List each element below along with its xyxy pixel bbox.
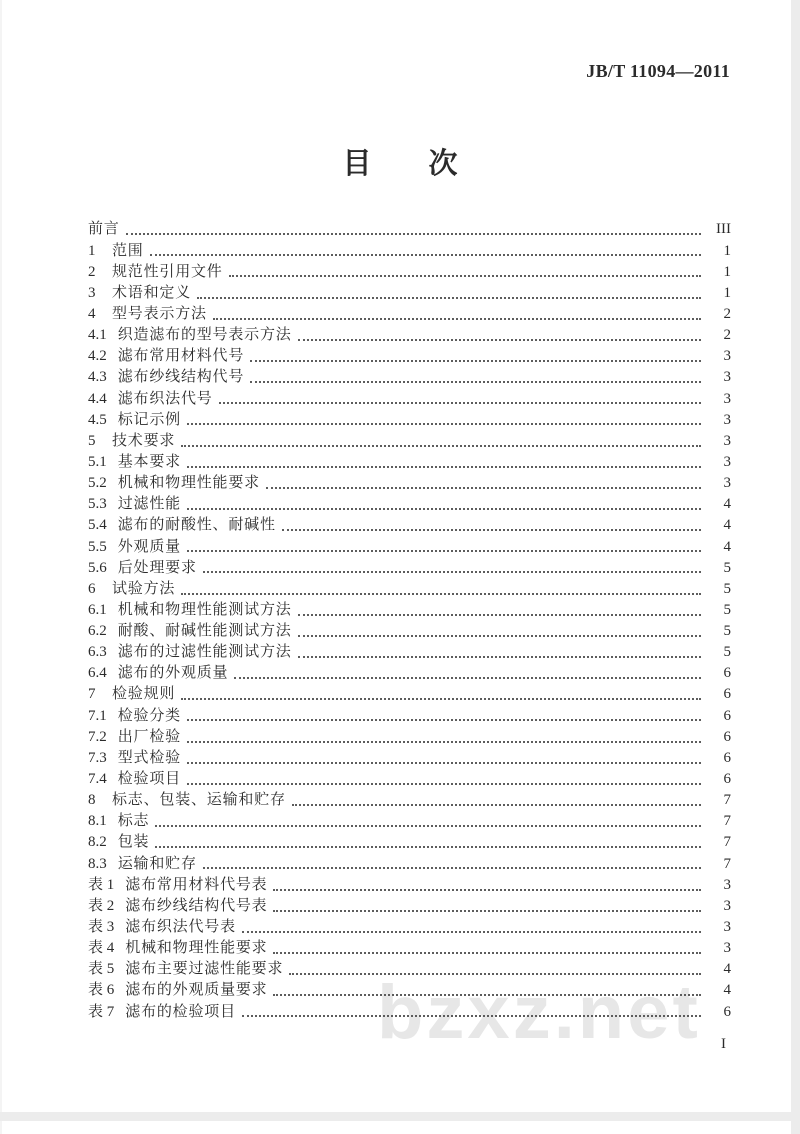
toc-entry	[88, 640, 731, 661]
toc-entry-label: 检验项目	[117, 771, 181, 788]
toc-entry-number: 4.5	[88, 411, 107, 428]
toc-entry-number: 6.2	[88, 623, 107, 640]
dot-leader	[187, 466, 701, 468]
dot-leader	[229, 275, 701, 277]
toc-entry-page: 2	[723, 327, 731, 344]
toc-entry-page: 1	[723, 284, 731, 301]
dot-leader	[187, 719, 701, 721]
toc-entry	[88, 978, 731, 999]
toc-entry-number: 6	[88, 580, 96, 597]
toc-entry	[88, 280, 731, 301]
toc-entry-label: 标志、包装、运输和贮存	[112, 792, 286, 809]
toc-entry	[88, 386, 731, 407]
dot-leader	[273, 994, 701, 996]
toc-entry	[88, 936, 731, 957]
toc-entry-number: 5.1	[88, 453, 107, 470]
toc-entry-number: 7.4	[88, 771, 107, 788]
dot-leader	[273, 952, 701, 954]
toc-entry-number: 3	[88, 284, 96, 301]
dot-leader	[187, 762, 701, 764]
dot-leader	[181, 698, 701, 700]
toc-entry	[88, 217, 731, 238]
toc-entry-number: 4.3	[88, 369, 107, 386]
page-break-band	[0, 1112, 800, 1121]
toc-entry-page: 5	[723, 623, 731, 640]
toc-entry	[88, 894, 731, 915]
toc-entry-number: 5	[88, 432, 96, 449]
toc-entry-number: 5.4	[88, 517, 107, 534]
toc-entry-page: 3	[723, 369, 731, 386]
toc-entry	[88, 492, 731, 513]
toc-entry-page: 1	[723, 242, 731, 259]
toc-entry-number: 6.3	[88, 644, 107, 661]
dot-leader	[273, 889, 701, 891]
dot-leader	[181, 593, 701, 595]
toc-entry-page: 4	[723, 517, 731, 534]
toc-entry-number: 表 5	[88, 961, 115, 978]
toc-entry-page: 4	[723, 961, 731, 978]
toc-entry-page: 6	[723, 728, 731, 745]
dot-leader	[155, 825, 701, 827]
toc-entry-label: 出厂检验	[117, 728, 181, 745]
dot-leader	[187, 741, 701, 743]
toc-entry-number: 表 4	[88, 940, 115, 957]
toc-entry-label: 滤布主要过滤性能要求	[125, 961, 284, 978]
page-number: I	[721, 1036, 726, 1052]
toc-entry-label: 滤布的外观质量	[117, 665, 229, 682]
toc-entry-label: 滤布织法代号表	[125, 919, 236, 936]
toc-entry-page: 6	[723, 771, 731, 788]
toc-entry	[88, 259, 731, 280]
dot-leader	[282, 529, 701, 531]
toc-entry-page: III	[716, 221, 731, 238]
toc-entry-page: 3	[723, 897, 731, 914]
toc-entry-label: 滤布常用材料代号	[117, 348, 245, 365]
toc-entry-label: 型号表示方法	[112, 305, 207, 322]
toc-entry-page: 5	[723, 559, 731, 576]
dot-leader	[298, 635, 701, 637]
dot-leader	[273, 910, 701, 912]
dot-leader	[242, 931, 701, 933]
toc-entry-number: 4.4	[88, 390, 107, 407]
toc-entry	[88, 872, 731, 893]
toc-entry	[88, 915, 731, 936]
toc-entry-page: 3	[723, 940, 731, 957]
toc-entry-label: 规范性引用文件	[112, 263, 223, 280]
toc-entry	[88, 323, 731, 344]
toc-entry-page: 6	[723, 665, 731, 682]
dot-leader	[234, 677, 701, 679]
toc-entry-number: 7	[88, 686, 96, 703]
toc-entry-label: 滤布纱线结构代号	[117, 369, 245, 386]
toc-entry	[88, 302, 731, 323]
toc-entry-page: 5	[723, 644, 731, 661]
toc-entry-label: 滤布的外观质量要求	[125, 982, 268, 999]
toc-entry-label: 过滤性能	[117, 496, 181, 513]
toc-entry-number: 7.2	[88, 728, 107, 745]
toc-entry-number: 表 2	[88, 897, 115, 914]
toc-entry-page: 4	[723, 538, 731, 555]
toc-entry-label: 滤布织法代号	[117, 390, 213, 407]
toc-entry-page: 3	[723, 919, 731, 936]
dot-leader	[197, 297, 701, 299]
toc-entry	[88, 999, 731, 1020]
toc-entry-page: 5	[723, 601, 731, 618]
toc-entry	[88, 682, 731, 703]
toc-entry-page: 7	[723, 813, 731, 830]
toc-entry	[88, 576, 731, 597]
toc-entry	[88, 788, 731, 809]
toc-entry	[88, 407, 731, 428]
dot-leader	[289, 973, 701, 975]
toc-list	[88, 217, 731, 1020]
toc-entry	[88, 598, 731, 619]
toc-entry-label: 型式检验	[117, 749, 181, 766]
toc-entry	[88, 767, 731, 788]
dot-leader	[298, 614, 701, 616]
toc-entry-number: 4.2	[88, 348, 107, 365]
toc-entry-number: 8	[88, 792, 96, 809]
toc-entry-label: 机械和物理性能要求	[117, 475, 260, 492]
toc-entry-page: 6	[723, 707, 731, 724]
toc-entry-number: 2	[88, 263, 96, 280]
toc-entry-number: 8.1	[88, 813, 107, 830]
toc-entry-number: 表 7	[88, 1003, 115, 1020]
toc-entry-label: 术语和定义	[112, 284, 192, 301]
toc-entry-page: 3	[723, 390, 731, 407]
toc-entry-page: 6	[723, 1003, 731, 1020]
page-title: 目 次	[342, 148, 472, 180]
toc-entry-label: 滤布的耐酸性、耐碱性	[117, 517, 276, 534]
watermark: bzxz.net	[377, 970, 701, 1055]
toc-entry-number: 7.1	[88, 707, 107, 724]
toc-entry-page: 3	[723, 453, 731, 470]
toc-entry-number: 表 6	[88, 982, 115, 999]
toc-entry-number: 5.6	[88, 559, 107, 576]
toc-entry-label: 耐酸、耐碱性能测试方法	[117, 623, 292, 640]
toc-entry-number: 表 1	[88, 876, 115, 893]
toc-entry-number: 7.3	[88, 749, 107, 766]
toc-entry-page: 3	[723, 475, 731, 492]
toc-entry-label: 滤布常用材料代号表	[125, 876, 268, 893]
toc-entry	[88, 851, 731, 872]
dot-leader	[187, 783, 701, 785]
dot-leader	[181, 445, 701, 447]
toc-entry-number: 6.4	[88, 665, 107, 682]
toc-entry-page: 7	[723, 834, 731, 851]
toc-entry-page: 3	[723, 411, 731, 428]
toc-entry-page: 6	[723, 686, 731, 703]
dot-leader	[155, 846, 701, 848]
toc-entry	[88, 957, 731, 978]
toc-entry-label: 检验分类	[117, 707, 181, 724]
page-edge-left	[0, 0, 2, 1134]
toc-entry-label: 外观质量	[117, 538, 181, 555]
toc-entry-label: 标志	[117, 813, 150, 830]
toc-entry	[88, 746, 731, 767]
toc-entry-label: 织造滤布的型号表示方法	[117, 327, 292, 344]
dot-leader	[242, 1015, 701, 1017]
toc-entry	[88, 555, 731, 576]
toc-entry-label: 前言	[88, 221, 120, 238]
dot-leader	[250, 381, 701, 383]
toc-entry	[88, 344, 731, 365]
dot-leader	[250, 360, 701, 362]
toc-entry-label: 基本要求	[117, 453, 181, 470]
dot-leader	[187, 423, 701, 425]
toc-entry-page: 1	[723, 263, 731, 280]
toc-entry	[88, 428, 731, 449]
toc-entry-page: 7	[723, 792, 731, 809]
toc-entry-label: 机械和物理性能测试方法	[117, 601, 292, 618]
dot-leader	[150, 254, 701, 256]
toc-entry-label: 包装	[117, 834, 150, 851]
toc-entry-label: 运输和贮存	[117, 855, 197, 872]
toc-entry-page: 4	[723, 496, 731, 513]
toc-entry-label: 技术要求	[112, 432, 176, 449]
standard-number: JB/T 11094—2011	[586, 61, 730, 81]
toc-entry-page: 5	[723, 580, 731, 597]
toc-entry-label: 检验规则	[112, 686, 176, 703]
toc-entry-number: 8.2	[88, 834, 107, 851]
dot-leader	[187, 550, 701, 552]
dot-leader	[203, 571, 701, 573]
toc-entry-label: 标记示例	[117, 411, 181, 428]
toc-entry-label: 滤布的检验项目	[125, 1003, 236, 1020]
toc-entry-page: 2	[723, 305, 731, 322]
dot-leader	[266, 487, 701, 489]
toc-entry-number: 5.3	[88, 496, 107, 513]
toc-entry-number: 6.1	[88, 601, 107, 618]
toc-entry-page: 4	[723, 982, 731, 999]
toc-entry-page: 6	[723, 749, 731, 766]
toc-entry-label: 滤布的过滤性能测试方法	[117, 644, 292, 661]
toc-entry-label: 后处理要求	[117, 559, 197, 576]
dot-leader	[203, 867, 701, 869]
toc-entry	[88, 365, 731, 386]
dot-leader	[126, 233, 701, 235]
toc-entry	[88, 619, 731, 640]
toc-entry-number: 表 3	[88, 919, 115, 936]
toc-entry	[88, 703, 731, 724]
toc-entry-number: 1	[88, 242, 96, 259]
dot-leader	[187, 508, 701, 510]
dot-leader	[292, 804, 701, 806]
dot-leader	[298, 339, 701, 341]
toc-entry-page: 3	[723, 876, 731, 893]
toc-entry-number: 4.1	[88, 327, 107, 344]
toc-entry-number: 5.5	[88, 538, 107, 555]
toc-entry	[88, 238, 731, 259]
toc-entry-page: 3	[723, 432, 731, 449]
toc-entry-number: 5.2	[88, 475, 107, 492]
toc-entry-page: 3	[723, 348, 731, 365]
toc-entry-number: 4	[88, 305, 96, 322]
toc-entry-label: 滤布纱线结构代号表	[125, 897, 268, 914]
toc-entry-label: 机械和物理性能要求	[125, 940, 268, 957]
toc-entry	[88, 471, 731, 492]
dot-leader	[219, 402, 701, 404]
page-edge-right	[791, 0, 800, 1134]
toc-entry-number: 8.3	[88, 855, 107, 872]
toc-entry-page: 7	[723, 855, 731, 872]
toc-entry	[88, 534, 731, 555]
toc-entry-label: 试验方法	[112, 580, 176, 597]
toc-entry-label: 范围	[112, 242, 144, 259]
toc-entry	[88, 661, 731, 682]
dot-leader	[298, 656, 701, 658]
toc-entry	[88, 830, 731, 851]
toc-entry	[88, 724, 731, 745]
toc-entry	[88, 450, 731, 471]
dot-leader	[213, 318, 701, 320]
toc-entry	[88, 809, 731, 830]
toc-entry	[88, 513, 731, 534]
